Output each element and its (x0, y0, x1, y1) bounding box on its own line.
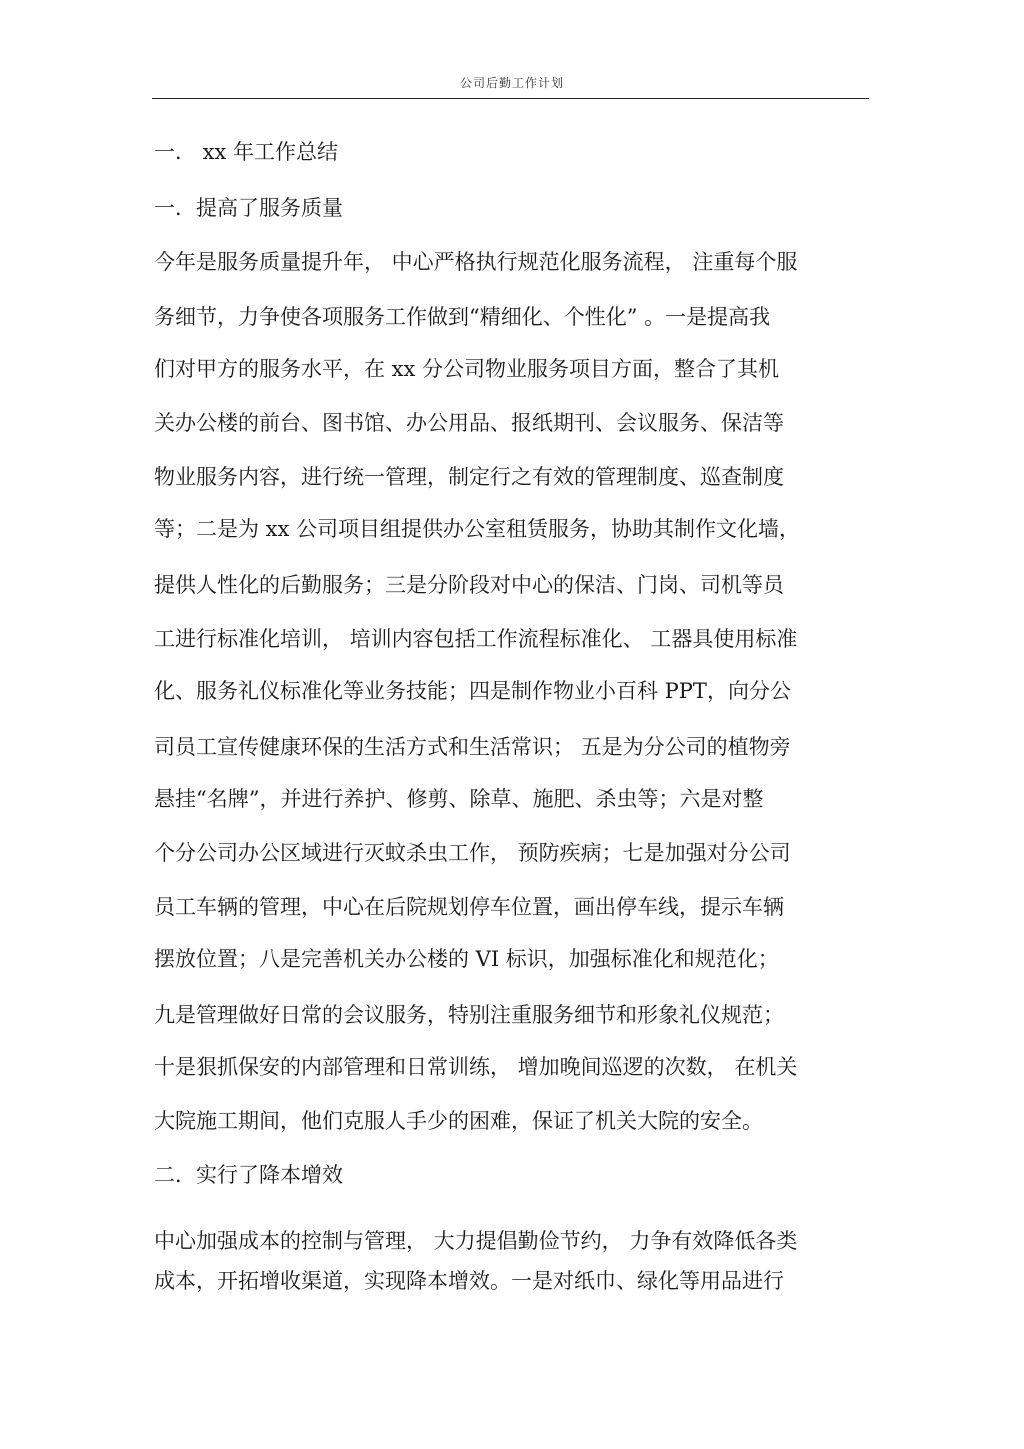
paragraph-line: 大院施工期间，他们克服人手少的困难，保证了机关大院的安全。 (154, 1109, 763, 1133)
paragraph-line: 关办公楼的前台、图书馆、办公用品、报纸期刊、会议服务、保洁等 (154, 411, 784, 435)
section-heading: 一． xx 年工作总结 (154, 140, 339, 164)
subsection-heading: 一．提高了服务质量 (154, 196, 343, 220)
subsection-heading: 二．实行了降本增效 (154, 1163, 343, 1187)
header-divider (152, 98, 869, 99)
paragraph-line: 中心加强成本的控制与管理， 大力提倡勤俭节约， 力争有效降低各类 (154, 1229, 798, 1253)
paragraph-line: 十是狠抓保安的内部管理和日常训练， 增加晚间巡逻的次数， 在机关 (154, 1055, 798, 1079)
paragraph-line: 九是管理做好日常的会议服务，特别注重服务细节和形象礼仪规范； (154, 1003, 784, 1027)
page-header-title: 公司后勤工作计划 (459, 76, 564, 90)
paragraph-line: 等；二是为 xx 公司项目组提供办公室租赁服务，协助其制作文化墙， (154, 517, 801, 541)
paragraph-line: 工进行标准化培训， 培训内容包括工作流程标准化、 工器具使用标准 (154, 627, 798, 651)
paragraph-line: 提供人性化的后勤服务；三是分阶段对中心的保洁、门岗、司机等员 (154, 573, 784, 597)
paragraph-line: 化、服务礼仪标准化等业务技能；四是制作物业小百科 PPT，向分公 (154, 679, 791, 703)
paragraph-line: 员工车辆的管理，中心在后院规划停车位置，画出停车线，提示车辆 (154, 895, 784, 919)
paragraph-line: 物业服务内容，进行统一管理，制定行之有效的管理制度、巡查制度 (154, 465, 784, 489)
paragraph-line: 今年是服务质量提升年， 中心严格执行规范化服务流程， 注重每个服 (154, 250, 798, 274)
paragraph-line: 悬挂“名牌”，并进行养护、修剪、除草、施肥、杀虫等；六是对整 (154, 787, 764, 811)
paragraph-line: 司员工宣传健康环保的生活方式和生活常识； 五是为分公司的植物旁 (154, 735, 791, 759)
paragraph-line: 摆放位置；八是完善机关办公楼的 VI 标识，加强标准化和规范化； (154, 947, 779, 971)
paragraph-line: 成本，开拓增收渠道，实现降本增效。一是对纸巾、绿化等用品进行 (154, 1269, 784, 1293)
paragraph-line: 个分公司办公区域进行灭蚊杀虫工作， 预防疾病；七是加强对分公司 (154, 841, 791, 865)
paragraph-line: 们对甲方的服务水平，在 xx 分公司物业服务项目方面，整合了其机 (154, 357, 780, 381)
paragraph-line: 务细节，力争使各项服务工作做到“精细化、个性化” 。一是提高我 (154, 305, 771, 329)
